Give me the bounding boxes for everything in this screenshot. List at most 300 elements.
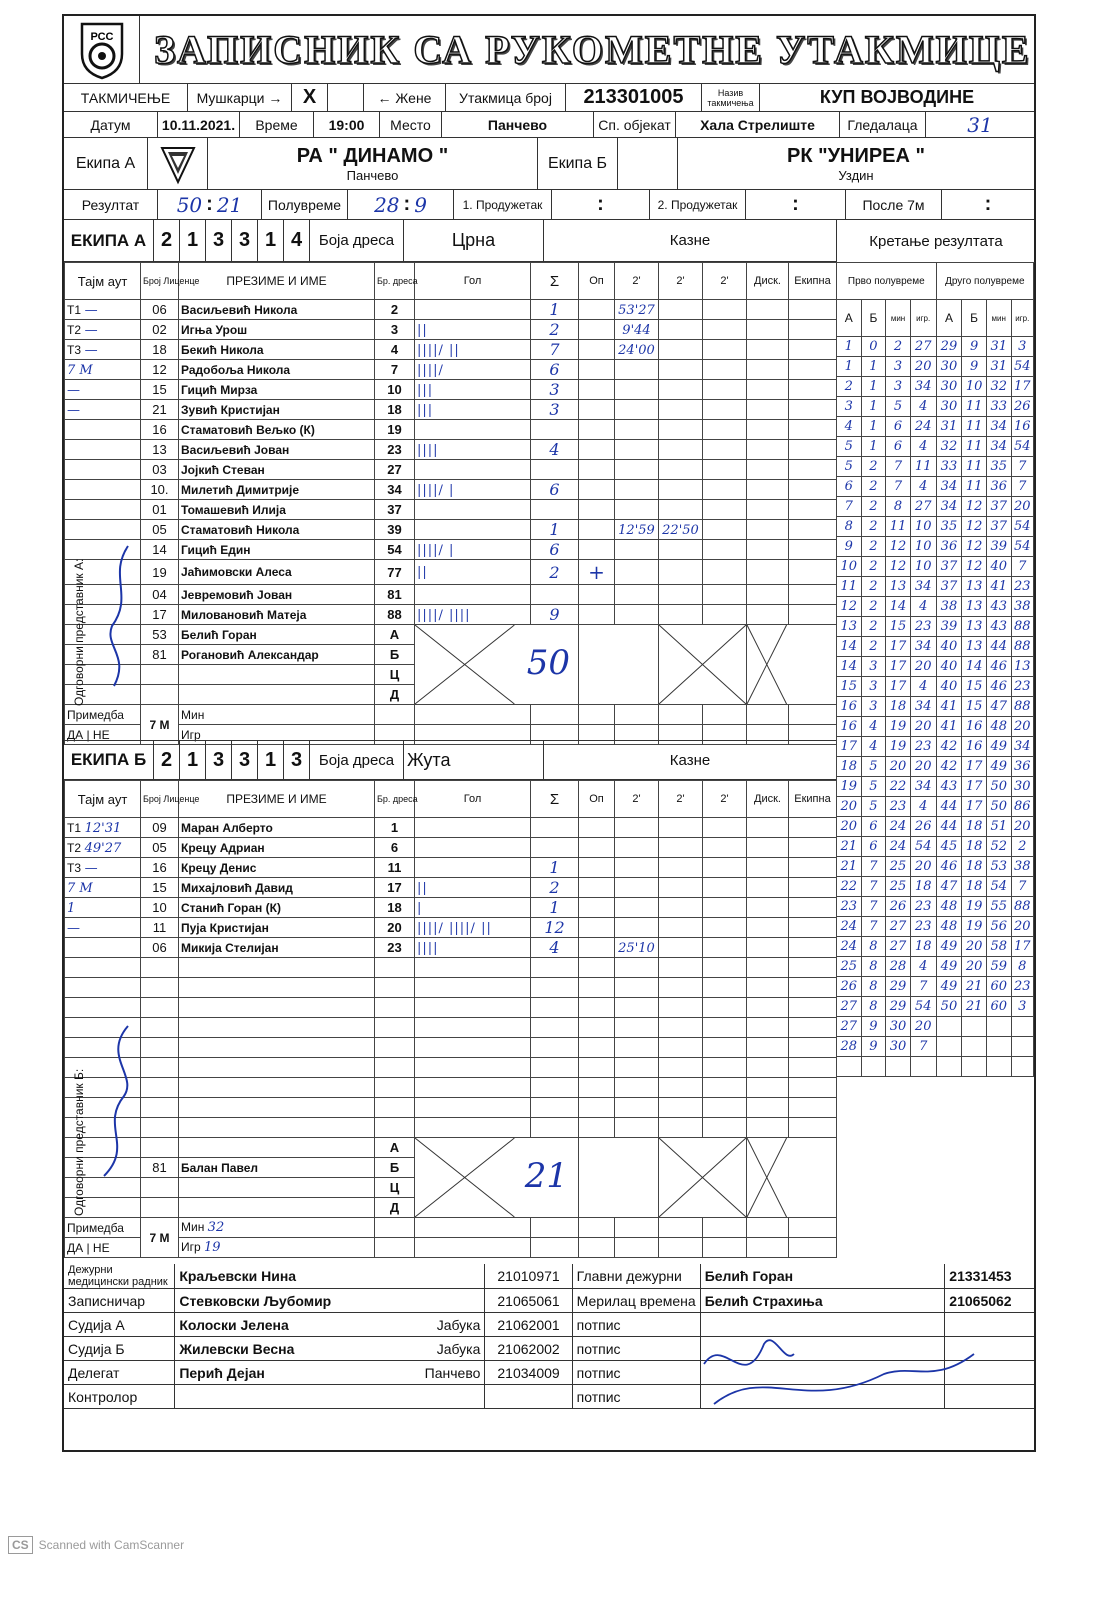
suspension-3 bbox=[703, 480, 747, 500]
scoresheet bbox=[62, 14, 1036, 1452]
suspension-3 bbox=[703, 605, 747, 625]
logo-text: РСС bbox=[90, 30, 113, 43]
goal-sum bbox=[531, 998, 579, 1018]
player-name bbox=[179, 978, 375, 998]
official-duty: потпис bbox=[572, 1313, 700, 1337]
team-b-table-wrap bbox=[64, 780, 836, 1258]
jersey-number: 23 bbox=[375, 938, 415, 958]
warning-cell bbox=[579, 420, 615, 440]
competition-band bbox=[64, 84, 1034, 112]
warning-cell bbox=[579, 605, 615, 625]
team-a-rep-label: Одговорни представник А: bbox=[72, 558, 86, 706]
team-a-player-row bbox=[65, 380, 837, 400]
team-penalty-cell bbox=[789, 560, 837, 585]
women-label: ← Жене bbox=[364, 84, 446, 111]
goal-tally: |||| bbox=[415, 440, 531, 460]
time-label: Време bbox=[240, 112, 314, 137]
timeout-cell bbox=[65, 440, 141, 460]
warning-cell bbox=[579, 500, 615, 520]
goal-sum bbox=[531, 818, 579, 838]
suspension-1 bbox=[615, 420, 659, 440]
player-name: Зувић Кристијан bbox=[179, 400, 375, 420]
license-cell: 16 bbox=[141, 858, 179, 878]
warning-cell bbox=[579, 818, 615, 838]
team-a-player-row bbox=[65, 300, 837, 320]
official-role-label: Контролор bbox=[64, 1385, 175, 1409]
jersey-number: 4 bbox=[375, 340, 415, 360]
official-license: 21062002 bbox=[485, 1337, 572, 1361]
warning-cell: + bbox=[579, 560, 615, 585]
suspension-3 bbox=[703, 360, 747, 380]
jersey-number bbox=[375, 1038, 415, 1058]
officials-footer bbox=[64, 1264, 1034, 1409]
suspension-1: 9'44 bbox=[615, 320, 659, 340]
place-value: Панчево bbox=[442, 112, 594, 137]
venue-label: Сп. објекат bbox=[594, 112, 676, 137]
goal-tally: ||||/ | bbox=[415, 480, 531, 500]
suspension-1 bbox=[615, 380, 659, 400]
team-a-player-row bbox=[65, 500, 837, 520]
team-a-rep-signature bbox=[100, 536, 140, 696]
team-penalty-cell bbox=[789, 500, 837, 520]
goal-sum: 3 bbox=[531, 380, 579, 400]
player-name bbox=[179, 1018, 375, 1038]
license-cell: 06 bbox=[141, 938, 179, 958]
team-a-note-row: Примедба 7 М Мин bbox=[65, 705, 837, 725]
official-license: 21010971 bbox=[485, 1264, 572, 1289]
competition-label: ТАКМИЧЕЊЕ bbox=[64, 84, 188, 111]
player-name bbox=[179, 1118, 375, 1138]
goal-sum: 4 bbox=[531, 938, 579, 958]
player-name: Јојкић Стеван bbox=[179, 460, 375, 480]
team-a-penalties-label: Казне bbox=[669, 232, 711, 249]
disq-cell bbox=[747, 585, 789, 605]
player-name bbox=[179, 1058, 375, 1078]
goal-sum bbox=[531, 1098, 579, 1118]
official-role-label: Записничар bbox=[64, 1289, 175, 1313]
official-letter: Ц bbox=[375, 665, 415, 685]
suspension-3 bbox=[703, 500, 747, 520]
suspension-1 bbox=[615, 360, 659, 380]
suspension-3 bbox=[703, 560, 747, 585]
goal-sum: 4 bbox=[531, 440, 579, 460]
jersey-number: 88 bbox=[375, 605, 415, 625]
license-cell: 04 bbox=[141, 585, 179, 605]
official-name: Стевковски Љубомир bbox=[175, 1289, 398, 1313]
warning-cell bbox=[579, 360, 615, 380]
team-b-7m-igr: 19 bbox=[204, 1240, 221, 1255]
license-cell: 14 bbox=[141, 540, 179, 560]
jersey-number bbox=[375, 1058, 415, 1078]
jersey-number bbox=[375, 1018, 415, 1038]
suspension-1 bbox=[615, 898, 659, 918]
player-name: Стаматовић Никола bbox=[179, 520, 375, 540]
suspension-1: 24'00 bbox=[615, 340, 659, 360]
official-name bbox=[179, 685, 375, 705]
team-b-player-row bbox=[65, 938, 837, 958]
team-b-player-row bbox=[65, 858, 837, 878]
timeout-cell bbox=[65, 978, 141, 998]
official-duty: потпис bbox=[572, 1385, 700, 1409]
official-duty: Мерилац времена bbox=[572, 1289, 700, 1313]
running-score-row: 13 2 15 23 39 13 43 88 bbox=[837, 617, 1034, 637]
disq-cell bbox=[747, 440, 789, 460]
goal-sum: 2 bbox=[531, 560, 579, 585]
official-license: 53 bbox=[141, 625, 179, 645]
jersey-number bbox=[375, 1118, 415, 1138]
team-a-player-row bbox=[65, 605, 837, 625]
license-cell: 02 bbox=[141, 320, 179, 340]
suspension-2 bbox=[659, 585, 703, 605]
license-cell: 10 bbox=[141, 898, 179, 918]
license-cell: 17 bbox=[141, 605, 179, 625]
license-cell: 16 bbox=[141, 420, 179, 440]
jersey-number bbox=[375, 998, 415, 1018]
player-name: Миловановић Матеја bbox=[179, 605, 375, 625]
license-cell bbox=[141, 978, 179, 998]
goal-tally: ||||/ | bbox=[415, 540, 531, 560]
team-b-title: ЕКИПА Б bbox=[64, 741, 154, 779]
team-a-player-row bbox=[65, 480, 837, 500]
official-license bbox=[485, 1385, 572, 1409]
team-a-dress-label: Боја дреса bbox=[310, 220, 404, 261]
final-score: 50 : 21 bbox=[158, 190, 262, 219]
warning-cell bbox=[579, 1098, 615, 1118]
result-label: Резултат bbox=[64, 190, 158, 219]
license-cell bbox=[141, 998, 179, 1018]
jersey-number bbox=[375, 978, 415, 998]
team-b-player-row bbox=[65, 818, 837, 838]
team-a-table-wrap bbox=[64, 262, 836, 745]
goal-tally bbox=[415, 818, 531, 838]
timeout-cell: T2 — bbox=[65, 320, 141, 340]
official-letter: А bbox=[375, 1138, 415, 1158]
jersey-number: 17 bbox=[375, 878, 415, 898]
team-b-player-row bbox=[65, 878, 837, 898]
goal-sum bbox=[531, 500, 579, 520]
jersey-number: 54 bbox=[375, 540, 415, 560]
disq-cell bbox=[747, 400, 789, 420]
team-penalty-cell bbox=[789, 420, 837, 440]
suspension-1 bbox=[615, 838, 659, 858]
suspension-2 bbox=[659, 500, 703, 520]
goal-sum bbox=[531, 1018, 579, 1038]
goal-tally: || bbox=[415, 878, 531, 898]
team-penalty-cell bbox=[789, 605, 837, 625]
suspension-1: 25'10 bbox=[615, 938, 659, 958]
license-cell: 13 bbox=[141, 440, 179, 460]
goal-sum bbox=[531, 978, 579, 998]
running-score-row: 20 5 23 4 44 17 50 86 bbox=[837, 797, 1034, 817]
official-city bbox=[398, 1264, 485, 1289]
goal-tally: | bbox=[415, 898, 531, 918]
license-cell: 11 bbox=[141, 918, 179, 938]
scanner-badge: CS bbox=[8, 1536, 33, 1554]
running-score-row: 15 3 17 4 40 15 46 23 bbox=[837, 677, 1034, 697]
jersey-number: 37 bbox=[375, 500, 415, 520]
official-license bbox=[141, 685, 179, 705]
player-name: Васиљевић Јован bbox=[179, 440, 375, 460]
goal-sum bbox=[531, 585, 579, 605]
suspension-1 bbox=[615, 440, 659, 460]
suspension-1 bbox=[615, 978, 659, 998]
warning-cell bbox=[579, 918, 615, 938]
goal-sum: 1 bbox=[531, 898, 579, 918]
player-name: Радобоља Никола bbox=[179, 360, 375, 380]
running-score-row: 9 2 12 10 36 12 39 54 bbox=[837, 537, 1034, 557]
team-a-label: Екипа А bbox=[64, 138, 148, 189]
jersey-number: 81 bbox=[375, 585, 415, 605]
timeout-cell bbox=[65, 460, 141, 480]
official-name: Колоски Јелена bbox=[175, 1313, 398, 1337]
warning-cell bbox=[579, 958, 615, 978]
goal-tally bbox=[415, 500, 531, 520]
running-score-row: 2 1 3 34 30 10 32 17 bbox=[837, 377, 1034, 397]
team-penalty-cell bbox=[789, 320, 837, 340]
license-cell: 10. bbox=[141, 480, 179, 500]
warning-cell bbox=[579, 520, 615, 540]
team-a-player-row bbox=[65, 340, 837, 360]
official-city bbox=[398, 1385, 485, 1409]
running-score-row: 14 3 17 20 40 14 46 13 bbox=[837, 657, 1034, 677]
suspension-1 bbox=[615, 878, 659, 898]
jersey-number: 19 bbox=[375, 420, 415, 440]
goal-sum: 6 bbox=[531, 480, 579, 500]
running-score-row: 22 7 25 18 47 18 54 7 bbox=[837, 877, 1034, 897]
jersey-number: 34 bbox=[375, 480, 415, 500]
player-name: Станић Горан (К) bbox=[179, 898, 375, 918]
jersey-number: 39 bbox=[375, 520, 415, 540]
duty-person-name: Белић Страхиња bbox=[700, 1289, 945, 1313]
license-cell bbox=[141, 958, 179, 978]
suspension-3 bbox=[703, 520, 747, 540]
license-cell: 03 bbox=[141, 460, 179, 480]
warning-cell bbox=[579, 1038, 615, 1058]
sheet-title-text: ЗАПИСНИК СА РУКОМЕТНЕ УТАКМИЦЕ bbox=[154, 27, 1031, 72]
warning-cell bbox=[579, 878, 615, 898]
disq-cell bbox=[747, 605, 789, 625]
suspension-1 bbox=[615, 1098, 659, 1118]
running-score-row: 5 1 6 4 32 11 34 54 bbox=[837, 437, 1034, 457]
note-label: Примедба bbox=[65, 705, 141, 725]
disq-cell bbox=[747, 480, 789, 500]
team-a-city: Панчево bbox=[346, 167, 399, 183]
player-name: Михајловић Давид bbox=[179, 878, 375, 898]
team-a-dress: Црна bbox=[404, 220, 544, 261]
team-b-player-row bbox=[65, 978, 837, 998]
men-label: Мушкарци → bbox=[188, 84, 292, 111]
running-score-row: 1 1 3 20 30 9 31 54 bbox=[837, 357, 1034, 377]
team-b-table: Тајм аут Број Лиценце ПРЕЗИМЕ И ИМЕ Бр. дреса Гол Σ Оп 2' 2' 2' Диск. Екипна T1 12'31 09 Маран Алберто 1 T2 49'27 05 Крецу Адриан 6 T3 — 16 Крецу Денис 11 1 7 М 15 Михајловић Давид 17 || 2 1 10 Станић Горан (К) 18 | 1 — 11 Пуја Кристијан 20 ||||/ ||||/ || 12 06 Микија Стелијан 23 |||| 4 25'10 А 21 81 Балан Павел Б Ц Д Примедба 7 М Мин 32 ДА | НЕ Игр 19 bbox=[64, 780, 837, 1258]
team-a-official-row bbox=[65, 625, 837, 645]
team-penalty-cell bbox=[789, 540, 837, 560]
team-b-dress: Жута bbox=[404, 741, 544, 779]
goal-sum: 9 bbox=[531, 605, 579, 625]
warning-cell bbox=[579, 858, 615, 878]
official-duty: Главни дежурни bbox=[572, 1264, 700, 1289]
timeout-cell: 1 bbox=[65, 898, 141, 918]
suspension-1 bbox=[615, 1058, 659, 1078]
official-letter: Ц bbox=[375, 1178, 415, 1198]
goal-sum bbox=[531, 1118, 579, 1138]
team-b-name: РК "УНИРЕА " bbox=[786, 144, 925, 167]
official-name: Жилевски Весна bbox=[175, 1337, 398, 1361]
official-role-label: Судија А bbox=[64, 1313, 175, 1337]
goal-sum: 1 bbox=[531, 520, 579, 540]
player-name: Васиљевић Никола bbox=[179, 300, 375, 320]
suspension-3 bbox=[703, 420, 747, 440]
warning-cell bbox=[579, 480, 615, 500]
running-score-row: 19 5 22 34 43 17 50 30 bbox=[837, 777, 1034, 797]
official-name bbox=[179, 665, 375, 685]
goal-tally bbox=[415, 1118, 531, 1138]
running-score-row: 14 2 17 34 40 13 44 88 bbox=[837, 637, 1034, 657]
running-score-table: Прво полувреме Друго полувреме А Б мин игр. А Б мин игр. 1 0 2 27 29 9 31 3 1 1 3 20 30 9 31 54 2 1 3 34 30 10 32 17 3 1 5 4 30 11 33 26 4 1 6 24 31 11 34 16 5 1 6 4 32 11 34 54 5 2 7 11 33 11 35 7 6 2 7 4 34 11 36 7 7 2 8 27 34 12 37 20 8 2 11 10 35 12 37 54 9 2 12 10 36 12 39 54 10 2 12 10 37 12 40 7 11 2 13 34 37 13 41 23 12 2 14 4 38 13 43 38 13 2 15 23 39 13 43 88 14 2 17 34 40 13 44 88 14 3 17 20 40 14 46 13 15 3 17 4 40 15 46 23 16 3 18 34 41 15 47 88 16 4 19 20 41 16 48 20 17 4 19 23 42 16 49 34 18 5 20 20 42 17 49 36 19 5 22 34 43 17 50 30 20 5 23 4 44 17 50 86 20 6 24 26 44 18 51 20 21 6 24 54 45 18 52 2 21 7 25 20 46 18 53 38 22 7 25 18 47 18 54 7 23 7 26 23 48 19 55 88 24 7 27 23 48 19 56 20 24 8 27 18 49 20 58 17 25 8 28 4 49 20 59 8 26 8 29 7 49 21 60 23 27 8 29 54 50 21 60 3 27 9 30 20 28 9 30 7 bbox=[836, 262, 1034, 1077]
jersey-number: 18 bbox=[375, 400, 415, 420]
team-b-penalties-label: Казне bbox=[669, 751, 711, 769]
warning-cell bbox=[579, 440, 615, 460]
team-penalty-cell bbox=[789, 300, 837, 320]
official-name bbox=[175, 1385, 398, 1409]
goal-sum bbox=[531, 1058, 579, 1078]
referee-signatures bbox=[684, 1324, 984, 1414]
official-name bbox=[179, 1138, 375, 1158]
running-score-row: 24 8 27 18 49 20 58 17 bbox=[837, 937, 1034, 957]
venue-value: Хала Стрелиште bbox=[676, 112, 840, 137]
team-b-player-row bbox=[65, 898, 837, 918]
team-b-player-row bbox=[65, 1018, 837, 1038]
goal-tally bbox=[415, 998, 531, 1018]
official-license bbox=[141, 1178, 179, 1198]
official-name bbox=[179, 1198, 375, 1218]
goal-sum bbox=[531, 1038, 579, 1058]
goal-sum: 2 bbox=[531, 878, 579, 898]
team-b-player-row bbox=[65, 1078, 837, 1098]
place-label: Место bbox=[380, 112, 442, 137]
disq-cell bbox=[747, 520, 789, 540]
team-b-rep-label: Одговорни представник Б: bbox=[72, 1068, 86, 1216]
overtime-1-label: 1. Продужетак bbox=[454, 190, 552, 219]
team-a-name: РА " ДИНАМО " bbox=[296, 144, 449, 167]
goal-sum: 6 bbox=[531, 360, 579, 380]
duty-person-license: 21331453 bbox=[945, 1264, 1034, 1289]
suspension-3 bbox=[703, 320, 747, 340]
suspension-2 bbox=[659, 440, 703, 460]
team-a-table: Тајм аут Број Лиценце ПРЕЗИМЕ И ИМЕ Бр. дреса Гол Σ Оп 2' 2' 2' Диск. Екипна T1 — 06 Васиљевић Никола 2 1 53'27 T2 — 02 Игња Урош 3 || 2 9'44 T3 — 18 Бекић Никола 4 ||||/ || 7 24'00 7 М 12 Радобоља Никола 7 ||||/ 6 — 15 Гицић Мирза 10 ||| 3 — 21 Зувић Кристијан 18 ||| 3 16 Стаматовић Вељко (К) 19 13 Васиљевић Јован 23 |||| 4 03 Јојкић Стеван 27 10. Милетић Димитрије 34 ||||/ | 6 01 Томашевић Илија 37 05 Стаматовић Никола 39 1 12'59 22'50 14 Гицић Един 54 ||||/ | 6 19 Јаћимовски Алеса 77 || 2 + 04 Јевремовић Јован 81 17 Миловановић Матеја 88 ||||/ |||| 9 53 Белић Горан А 50 81 Рогановић Александар Б Ц Д Примедба 7 М Мин ДА | НЕ Игр bbox=[64, 262, 837, 745]
match-number: 213301005 bbox=[566, 84, 702, 111]
official-role-label: Судија Б bbox=[64, 1337, 175, 1361]
goal-sum: 2 bbox=[531, 320, 579, 340]
suspension-1 bbox=[615, 1118, 659, 1138]
player-name: Бекић Никола bbox=[179, 340, 375, 360]
suspension-2 bbox=[659, 460, 703, 480]
running-score-row: 25 8 28 4 49 20 59 8 bbox=[837, 957, 1034, 977]
team-penalty-cell bbox=[789, 520, 837, 540]
warning-cell bbox=[579, 1118, 615, 1138]
suspension-3 bbox=[703, 440, 747, 460]
team-a-player-row bbox=[65, 460, 837, 480]
suspension-3 bbox=[703, 340, 747, 360]
official-license bbox=[141, 1138, 179, 1158]
player-name bbox=[179, 1078, 375, 1098]
player-name: Крецу Адриан bbox=[179, 838, 375, 858]
suspension-1: 53'27 bbox=[615, 300, 659, 320]
suspension-1 bbox=[615, 818, 659, 838]
running-score-row: 16 4 19 20 41 16 48 20 bbox=[837, 717, 1034, 737]
goal-tally: ||||/ |||| bbox=[415, 605, 531, 625]
goal-tally: ||| bbox=[415, 400, 531, 420]
team-a-player-row bbox=[65, 560, 837, 585]
timeout-cell: T2 49'27 bbox=[65, 838, 141, 858]
warning-cell bbox=[579, 380, 615, 400]
license-cell: 06 bbox=[141, 300, 179, 320]
running-score-row: 16 3 18 34 41 15 47 88 bbox=[837, 697, 1034, 717]
team-a-player-row bbox=[65, 400, 837, 420]
info-band bbox=[64, 112, 1034, 138]
halftime-label: Полувреме bbox=[262, 190, 348, 219]
scanner-text: Scanned with CamScanner bbox=[38, 1538, 185, 1552]
jersey-number bbox=[375, 1078, 415, 1098]
goal-tally bbox=[415, 1018, 531, 1038]
timeout-cell bbox=[65, 420, 141, 440]
running-score-row: 5 2 7 11 33 11 35 7 bbox=[837, 457, 1034, 477]
team-penalty-cell bbox=[789, 480, 837, 500]
timeout-cell bbox=[65, 938, 141, 958]
goal-tally bbox=[415, 1098, 531, 1118]
jersey-number: 18 bbox=[375, 898, 415, 918]
time-value: 19:00 bbox=[314, 112, 380, 137]
player-name: Гицић Един bbox=[179, 540, 375, 560]
official-city: Панчево bbox=[398, 1361, 485, 1385]
warning-cell bbox=[579, 540, 615, 560]
suspension-2 bbox=[659, 340, 703, 360]
team-a-title: ЕКИПА А bbox=[64, 220, 154, 261]
team-a-block bbox=[208, 138, 538, 189]
player-name bbox=[179, 998, 375, 1018]
goal-tally bbox=[415, 300, 531, 320]
goal-sum: 1 bbox=[531, 300, 579, 320]
team-b-player-row bbox=[65, 1038, 837, 1058]
license-cell: 05 bbox=[141, 838, 179, 858]
suspension-2: 22'50 bbox=[659, 520, 703, 540]
goal-sum: 3 bbox=[531, 400, 579, 420]
team-penalty-cell bbox=[789, 440, 837, 460]
team-b-player-row bbox=[65, 1118, 837, 1138]
suspension-2 bbox=[659, 540, 703, 560]
player-name bbox=[179, 1038, 375, 1058]
official-license bbox=[141, 1198, 179, 1218]
timeout-cell: — bbox=[65, 918, 141, 938]
team-b-note-row: Примедба 7 М Мин 32 bbox=[65, 1218, 837, 1238]
warning-cell bbox=[579, 340, 615, 360]
timeout-cell bbox=[65, 480, 141, 500]
running-score-row: 11 2 13 34 37 13 41 23 bbox=[837, 577, 1034, 597]
suspension-2 bbox=[659, 300, 703, 320]
federation-logo bbox=[64, 16, 140, 83]
player-name: Јаћимовски Алеса bbox=[179, 560, 375, 585]
running-score-row: 17 4 19 23 42 16 49 34 bbox=[837, 737, 1034, 757]
player-name: Томашевић Илија bbox=[179, 500, 375, 520]
warning-cell bbox=[579, 978, 615, 998]
suspension-2 bbox=[659, 400, 703, 420]
suspension-1 bbox=[615, 500, 659, 520]
suspension-1 bbox=[615, 998, 659, 1018]
final-score-b: 21 bbox=[216, 192, 243, 217]
running-score-row: 7 2 8 27 34 12 37 20 bbox=[837, 497, 1034, 517]
title-band bbox=[64, 16, 1034, 84]
goal-tally bbox=[415, 958, 531, 978]
team-b-player-row bbox=[65, 958, 837, 978]
